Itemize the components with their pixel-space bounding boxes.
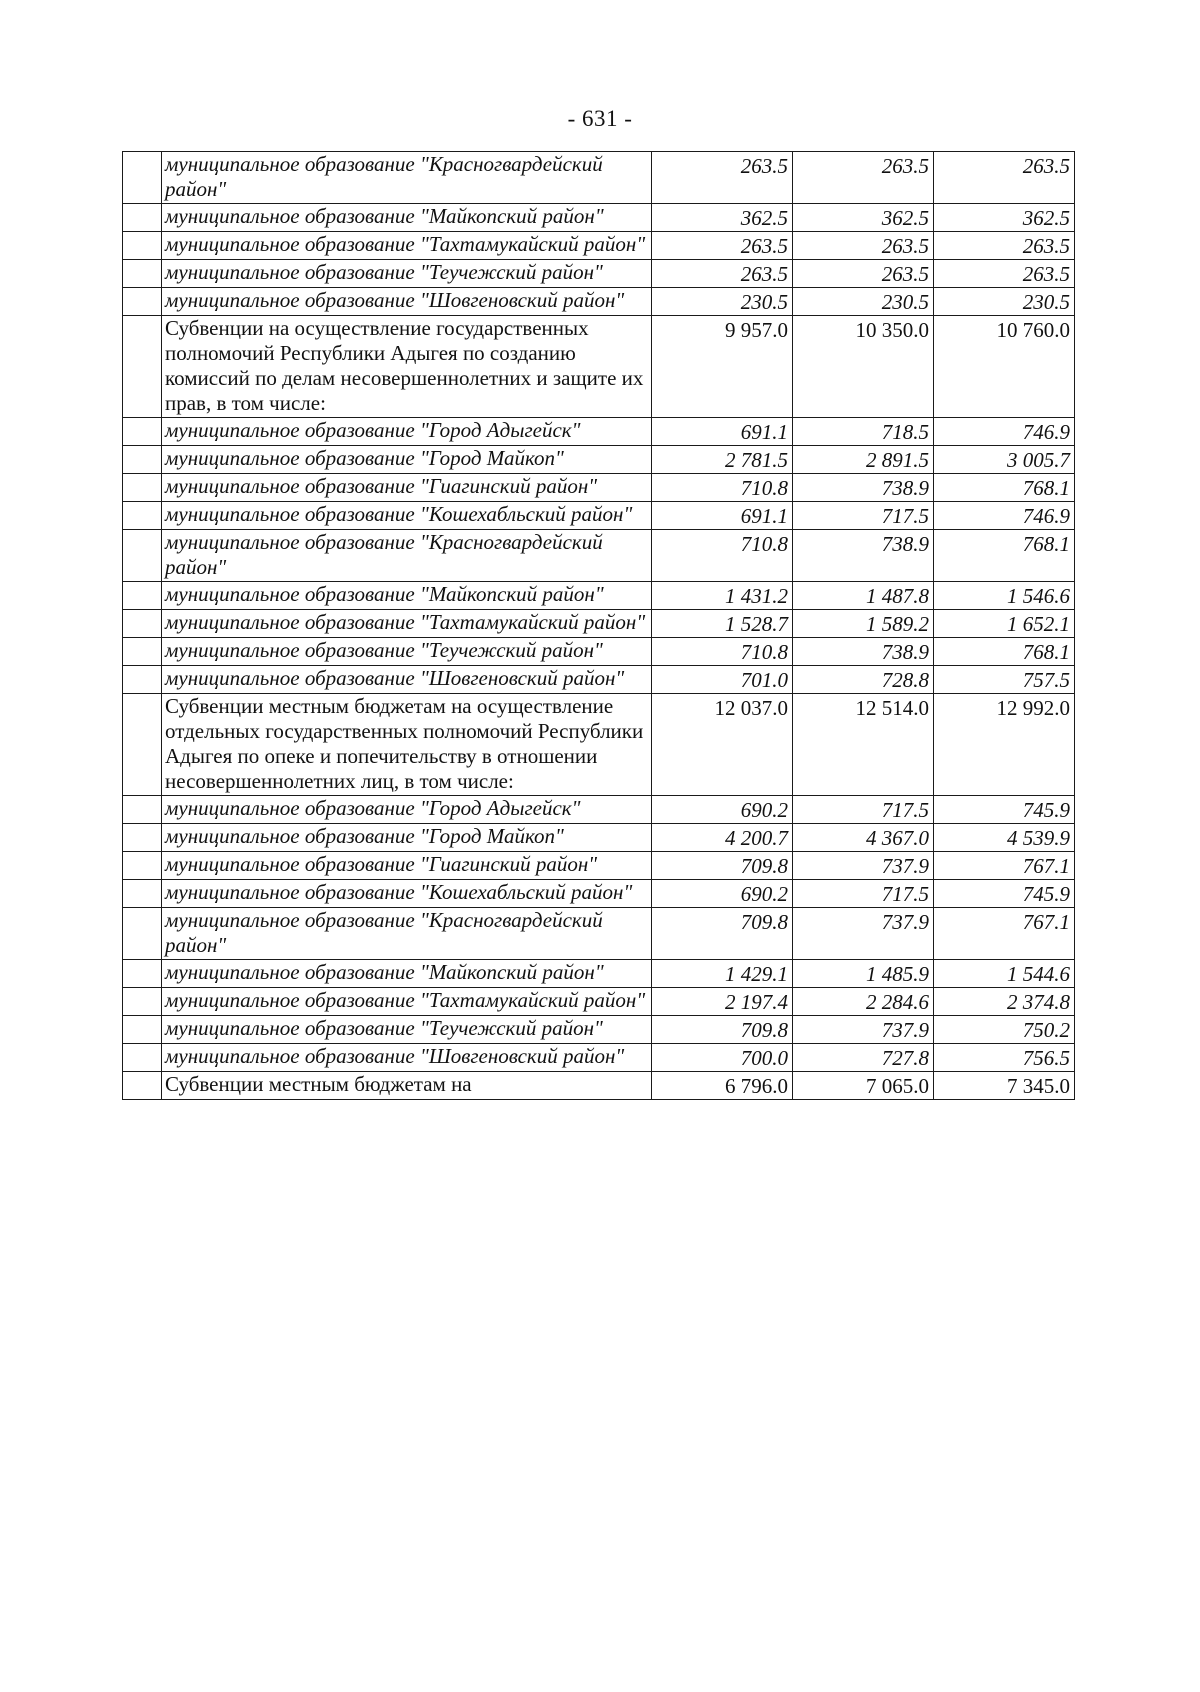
table-row-subvention bbox=[123, 694, 1075, 796]
index-cell bbox=[123, 288, 162, 316]
value-year-2: 727.8 bbox=[793, 1044, 934, 1072]
value-year-3: 263.5 bbox=[934, 152, 1075, 204]
value-year-1: 1 528.7 bbox=[652, 610, 793, 638]
value-year-2: 263.5 bbox=[793, 152, 934, 204]
value-year-2: 2 284.6 bbox=[793, 988, 934, 1016]
value-year-3: 746.9 bbox=[934, 502, 1075, 530]
index-cell bbox=[123, 316, 162, 418]
value-year-1: 1 431.2 bbox=[652, 582, 793, 610]
value-year-2: 362.5 bbox=[793, 204, 934, 232]
index-cell bbox=[123, 988, 162, 1016]
value-year-2: 737.9 bbox=[793, 908, 934, 960]
table-row-municipality bbox=[123, 852, 1075, 880]
value-year-1: 691.1 bbox=[652, 418, 793, 446]
value-year-1: 710.8 bbox=[652, 530, 793, 582]
table-row-municipality bbox=[123, 260, 1075, 288]
index-cell bbox=[123, 1044, 162, 1072]
index-cell bbox=[123, 204, 162, 232]
value-year-1: 709.8 bbox=[652, 1016, 793, 1044]
value-year-3: 1 544.6 bbox=[934, 960, 1075, 988]
value-year-3: 10 760.0 bbox=[934, 316, 1075, 418]
value-year-2: 738.9 bbox=[793, 638, 934, 666]
row-label: муниципальное образование "Шовгеновский район" bbox=[162, 288, 652, 316]
row-label: муниципальное образование "Майкопский район" bbox=[162, 204, 652, 232]
table-row-municipality bbox=[123, 446, 1075, 474]
value-year-1: 690.2 bbox=[652, 796, 793, 824]
index-cell bbox=[123, 694, 162, 796]
value-year-1: 2 781.5 bbox=[652, 446, 793, 474]
value-year-2: 1 589.2 bbox=[793, 610, 934, 638]
row-label: муниципальное образование "Гиагинский район" bbox=[162, 474, 652, 502]
value-year-1: 6 796.0 bbox=[652, 1072, 793, 1100]
value-year-2: 737.9 bbox=[793, 1016, 934, 1044]
value-year-1: 263.5 bbox=[652, 232, 793, 260]
row-label: муниципальное образование "Теучежский район" bbox=[162, 1016, 652, 1044]
row-label: муниципальное образование "Теучежский район" bbox=[162, 638, 652, 666]
value-year-2: 10 350.0 bbox=[793, 316, 934, 418]
table-row-municipality bbox=[123, 152, 1075, 204]
value-year-3: 767.1 bbox=[934, 908, 1075, 960]
row-label: муниципальное образование "Тахтамукайский район" bbox=[162, 232, 652, 260]
row-label: Субвенции местным бюджетам на bbox=[162, 1072, 652, 1100]
row-label: муниципальное образование "Город Майкоп" bbox=[162, 824, 652, 852]
value-year-2: 717.5 bbox=[793, 880, 934, 908]
value-year-2: 4 367.0 bbox=[793, 824, 934, 852]
value-year-2: 263.5 bbox=[793, 260, 934, 288]
index-cell bbox=[123, 852, 162, 880]
row-label: муниципальное образование "Майкопский район" bbox=[162, 582, 652, 610]
value-year-3: 230.5 bbox=[934, 288, 1075, 316]
row-label: муниципальное образование "Кошехабльский район" bbox=[162, 502, 652, 530]
row-label: муниципальное образование "Город Адыгейск" bbox=[162, 796, 652, 824]
index-cell bbox=[123, 582, 162, 610]
value-year-3: 768.1 bbox=[934, 638, 1075, 666]
row-label: муниципальное образование "Шовгеновский район" bbox=[162, 1044, 652, 1072]
row-label: муниципальное образование "Теучежский район" bbox=[162, 260, 652, 288]
index-cell bbox=[123, 446, 162, 474]
table-body bbox=[123, 152, 1075, 1100]
row-label: муниципальное образование "Майкопский район" bbox=[162, 960, 652, 988]
row-label: муниципальное образование "Город Адыгейск" bbox=[162, 418, 652, 446]
value-year-3: 263.5 bbox=[934, 232, 1075, 260]
index-cell bbox=[123, 474, 162, 502]
index-cell bbox=[123, 232, 162, 260]
value-year-1: 700.0 bbox=[652, 1044, 793, 1072]
table-row-municipality bbox=[123, 474, 1075, 502]
row-label: муниципальное образование "Кошехабльский район" bbox=[162, 880, 652, 908]
value-year-3: 745.9 bbox=[934, 796, 1075, 824]
value-year-3: 745.9 bbox=[934, 880, 1075, 908]
index-cell bbox=[123, 666, 162, 694]
value-year-3: 3 005.7 bbox=[934, 446, 1075, 474]
table-row-municipality bbox=[123, 232, 1075, 260]
index-cell bbox=[123, 880, 162, 908]
value-year-1: 1 429.1 bbox=[652, 960, 793, 988]
value-year-3: 768.1 bbox=[934, 474, 1075, 502]
table-row-municipality bbox=[123, 666, 1075, 694]
value-year-3: 746.9 bbox=[934, 418, 1075, 446]
row-label: муниципальное образование "Город Майкоп" bbox=[162, 446, 652, 474]
table-row-municipality bbox=[123, 288, 1075, 316]
value-year-2: 717.5 bbox=[793, 796, 934, 824]
index-cell bbox=[123, 260, 162, 288]
value-year-2: 718.5 bbox=[793, 418, 934, 446]
value-year-3: 263.5 bbox=[934, 260, 1075, 288]
table-row-municipality bbox=[123, 582, 1075, 610]
value-year-2: 738.9 bbox=[793, 530, 934, 582]
value-year-1: 362.5 bbox=[652, 204, 793, 232]
value-year-1: 701.0 bbox=[652, 666, 793, 694]
value-year-2: 12 514.0 bbox=[793, 694, 934, 796]
value-year-3: 2 374.8 bbox=[934, 988, 1075, 1016]
index-cell bbox=[123, 796, 162, 824]
value-year-1: 709.8 bbox=[652, 908, 793, 960]
row-label: муниципальное образование "Тахтамукайский район" bbox=[162, 988, 652, 1016]
value-year-1: 2 197.4 bbox=[652, 988, 793, 1016]
table-row-municipality bbox=[123, 1044, 1075, 1072]
index-cell bbox=[123, 610, 162, 638]
value-year-2: 1 485.9 bbox=[793, 960, 934, 988]
row-label: Субвенции местным бюджетам на осуществление отдельных государственных полномочий Республики Адыгея по опеке и попечительству в отношении несовершеннолетних лиц, в том числе: bbox=[162, 694, 652, 796]
value-year-1: 710.8 bbox=[652, 638, 793, 666]
value-year-2: 7 065.0 bbox=[793, 1072, 934, 1100]
row-label: муниципальное образование "Красногвардейский район" bbox=[162, 908, 652, 960]
value-year-3: 756.5 bbox=[934, 1044, 1075, 1072]
table-row-municipality bbox=[123, 988, 1075, 1016]
table-row-subvention bbox=[123, 316, 1075, 418]
value-year-3: 7 345.0 bbox=[934, 1072, 1075, 1100]
value-year-2: 2 891.5 bbox=[793, 446, 934, 474]
table-row-municipality bbox=[123, 824, 1075, 852]
value-year-2: 230.5 bbox=[793, 288, 934, 316]
index-cell bbox=[123, 960, 162, 988]
row-label: муниципальное образование "Тахтамукайский район" bbox=[162, 610, 652, 638]
index-cell bbox=[123, 530, 162, 582]
value-year-2: 728.8 bbox=[793, 666, 934, 694]
value-year-1: 710.8 bbox=[652, 474, 793, 502]
page-number: - 631 - bbox=[567, 106, 633, 131]
table-row-subvention bbox=[123, 1072, 1075, 1100]
index-cell bbox=[123, 1072, 162, 1100]
row-label: муниципальное образование "Гиагинский район" bbox=[162, 852, 652, 880]
value-year-3: 4 539.9 bbox=[934, 824, 1075, 852]
value-year-1: 263.5 bbox=[652, 152, 793, 204]
table-row-municipality bbox=[123, 530, 1075, 582]
value-year-3: 12 992.0 bbox=[934, 694, 1075, 796]
index-cell bbox=[123, 824, 162, 852]
value-year-2: 738.9 bbox=[793, 474, 934, 502]
budget-table bbox=[122, 151, 1075, 1100]
value-year-2: 1 487.8 bbox=[793, 582, 934, 610]
index-cell bbox=[123, 152, 162, 204]
value-year-3: 1 652.1 bbox=[934, 610, 1075, 638]
index-cell bbox=[123, 418, 162, 446]
value-year-2: 737.9 bbox=[793, 852, 934, 880]
value-year-1: 690.2 bbox=[652, 880, 793, 908]
value-year-1: 691.1 bbox=[652, 502, 793, 530]
value-year-1: 263.5 bbox=[652, 260, 793, 288]
row-label: Субвенции на осуществление государственных полномочий Республики Адыгея по созданию комиссий по делам несовершеннолетних и защите их прав, в том числе: bbox=[162, 316, 652, 418]
value-year-1: 230.5 bbox=[652, 288, 793, 316]
value-year-2: 717.5 bbox=[793, 502, 934, 530]
table-row-municipality bbox=[123, 1016, 1075, 1044]
value-year-3: 767.1 bbox=[934, 852, 1075, 880]
table-row-municipality bbox=[123, 796, 1075, 824]
value-year-1: 4 200.7 bbox=[652, 824, 793, 852]
value-year-1: 12 037.0 bbox=[652, 694, 793, 796]
index-cell bbox=[123, 638, 162, 666]
table-row-municipality bbox=[123, 418, 1075, 446]
table-row-municipality bbox=[123, 204, 1075, 232]
value-year-1: 709.8 bbox=[652, 852, 793, 880]
table-row-municipality bbox=[123, 638, 1075, 666]
table-row-municipality bbox=[123, 908, 1075, 960]
value-year-3: 1 546.6 bbox=[934, 582, 1075, 610]
row-label: муниципальное образование "Красногвардейский район" bbox=[162, 530, 652, 582]
row-label: муниципальное образование "Красногвардейский район" bbox=[162, 152, 652, 204]
row-label: муниципальное образование "Шовгеновский район" bbox=[162, 666, 652, 694]
value-year-3: 757.5 bbox=[934, 666, 1075, 694]
table-row-municipality bbox=[123, 502, 1075, 530]
table-row-municipality bbox=[123, 880, 1075, 908]
value-year-3: 768.1 bbox=[934, 530, 1075, 582]
index-cell bbox=[123, 502, 162, 530]
table-row-municipality bbox=[123, 960, 1075, 988]
index-cell bbox=[123, 908, 162, 960]
value-year-3: 362.5 bbox=[934, 204, 1075, 232]
value-year-3: 750.2 bbox=[934, 1016, 1075, 1044]
index-cell bbox=[123, 1016, 162, 1044]
table-row-municipality bbox=[123, 610, 1075, 638]
value-year-1: 9 957.0 bbox=[652, 316, 793, 418]
value-year-2: 263.5 bbox=[793, 232, 934, 260]
